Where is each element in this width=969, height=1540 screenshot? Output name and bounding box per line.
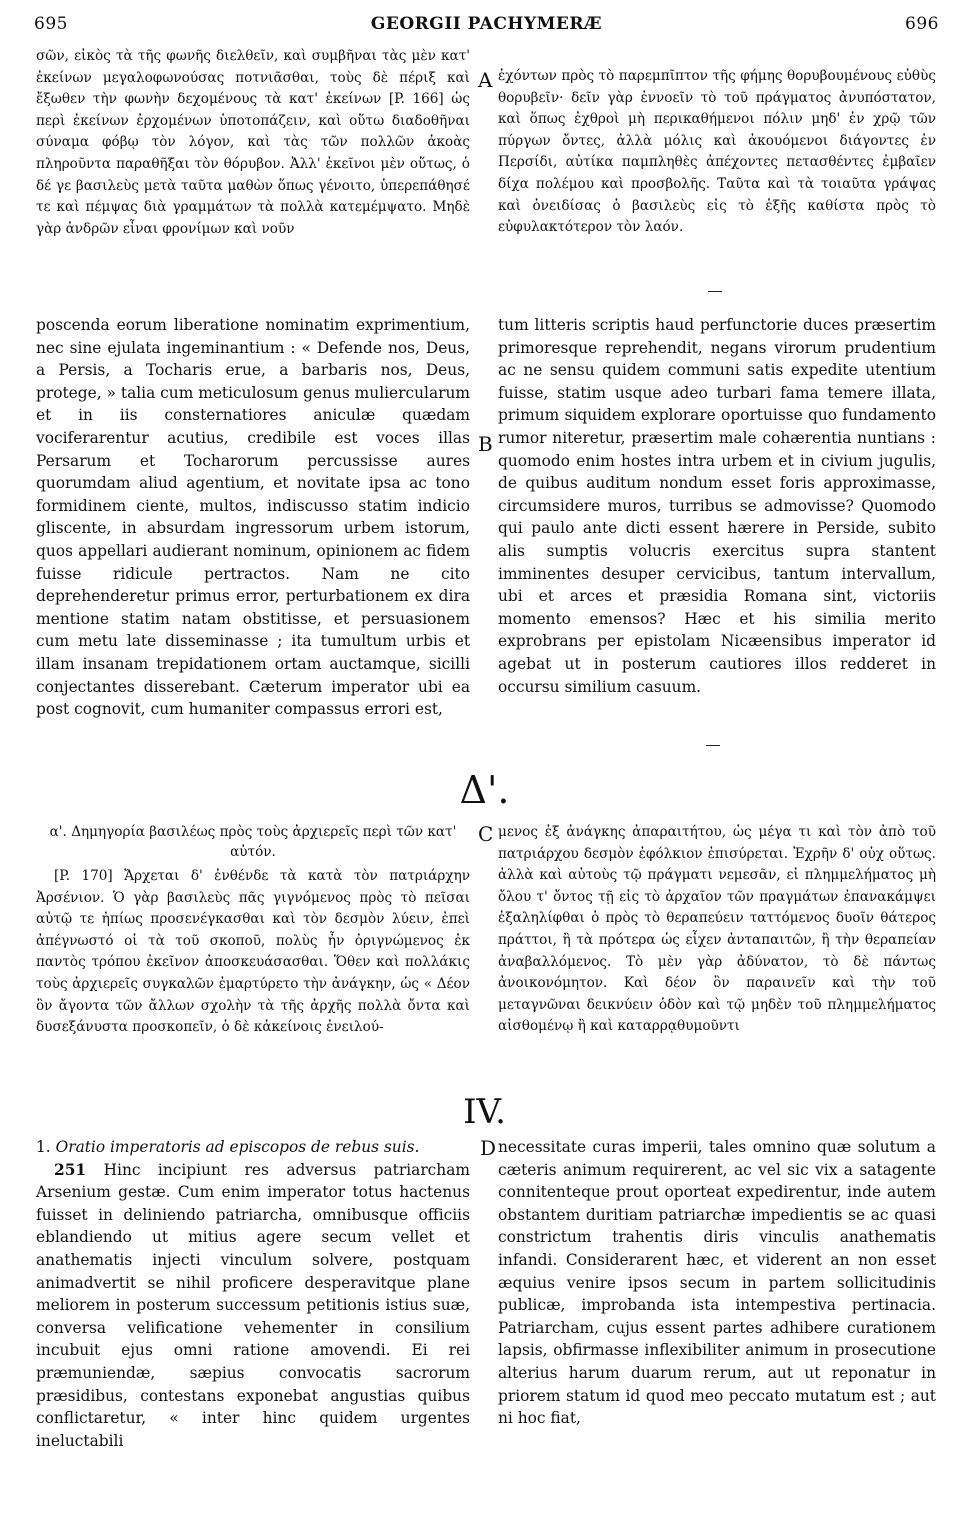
greek-column-right-1 <box>498 66 936 286</box>
margin-marker-a: A <box>478 68 493 92</box>
page-number-left: 695 <box>34 14 68 34</box>
latin-paragraph: necessitate curas imperii, tales omnino quæ solutum a cæteris animum requirerent, ac vel sic vix a satagente connitenteque prout oporteat expedirentur, inde autem obstantem duritiam patriarchæ impedientis se ac quasi constrictum trahentis diris vinculis anathematis infandi. Considerarent hæc, et viderent an non esset æquius venire ipsos secum in partem sollicitudinis publicæ, improbanda ista intempestiva pertinacia. Patriarcham, cujus essent partes adhibere curationem lapsis, obfirmasse inflexibiliter animum in prosecutione alterius harum duarum rerum, aut ut reponatur in priorem statum id quod meo peccato mutatum est ; aut ni hoc fiat, <box>498 1138 936 1428</box>
latin-paragraph: poscenda eorum liberatione nominatim exprimentium, nec sine ejulata ingeminantium : « Defende nos, Deus, a Persis, a Tocharis erue, a barbaris nos, Deus, protege, » talia cum meticulosum genus muliercularum et in iis consternatiores aniculæ quædam vociferarentur acutius, credibile est voces illas Persarum et Tocharorum percussisse aures quorumdam aliud agentium, et novitate ipsa ac tono formidinem ciente, multos, indiscusso statim indicio gliscente, in absurdam ingressorum urbem istorum, quos appellari audierant nominum, opinionem ac fidem fuisse ridicule pertractos. Nam ne cito deprehenderetur primus error, perturbationem ex dira mentione statim natam obstitisse, et persuasionem cum metu late disseminasse ; ita tumultum urbis et illam insanam trepidationem ortam auctamque, sicilli conjectantes disserebant. Cæterum imperator ubi ea post cognovit, cum humaniter compassus errori est, <box>36 316 470 719</box>
running-header <box>34 14 939 44</box>
separator-dash <box>708 291 722 292</box>
separator-dash <box>706 745 720 746</box>
margin-marker-d: D <box>480 1136 497 1160</box>
greek-paragraph: μενος ἐξ ἀνάγκης ἀπαραιτήτου, ὡς μέγα τι καὶ τὸν ἀπὸ τοῦ πατριάρχου δεσμὸν ἐφόλκιον ἐπισύρεται. Ἐχρῆν δ' οὐχ οὕτως. ἀλλὰ καὶ αὐτοὺς τῷ πράγματι νεμεσᾶν, εἰ πλημμελήματος μὴ ὄλου τ' ὄντος τῇ εἰς τὸ ἀρχαῖον τῶν πραγμάτων ἐπανακάμψει ἐξαληλίφθαι ὁ πρὸς τὸ θεραπεύειν ταττόμενος δυοῖν θάτερος πράττοι, ἢ τὰ πρότερα ὡς εἶχεν ἀνταπαιτῶν, ἢ τὴν θεραπείαν ἀναβαλλόμενος. Τὸ μὲν γὰρ ἀδύνατον, τὸ δὲ πάντως ἀνοικονόμητον. Καὶ δέον ὂν παραινεῖν καὶ τὴν τοῦ μεταγνῶναι δεικνύειν ὁδὸν καὶ τῷ μηδὲν τοῦ πλημμελήματος αἰσθομένῳ ἢ καὶ καταρρᾳθυμοῦντι <box>498 824 936 1035</box>
summary-number: 1. <box>36 1138 51 1156</box>
summary-text: Δημηγορία βασιλέως πρὸς τοὺς ἀρχιερεῖς περὶ τῶν κατ' αὐτόν. <box>71 824 457 860</box>
margin-marker-c: C <box>478 822 494 846</box>
greek-paragraph: [P. 170] Ἄρχεται δ' ἐνθένδε τὰ κατὰ τὸν πατριάρχην Ἀρσένιον. Ὁ γὰρ βασιλεὺς πᾶς γιγνόμενος πρὸς τὸ πεῖσαι αὐτῷ τε ἠπίως προσενέγκασθαι καὶ τὸν δεσμὸν λύειν, ἐπεὶ ἀπέγνωστό οἱ τὰ τοῦ σκοποῦ, πολὺς ἦν ὀριγνώμενος ἐκ παντὸς τρόπου ἐκεῖνον ἀποσκευάσασθαι. Ὅθεν καὶ πολλάκις τοὺς ἀρχιερεῖς συγκαλῶν ἐμαρτύρετο τὴν ἀνάγκην, ὡς « Δέον ὂν ἄγοντα τῶν ἄλλων σχολὴν τὰ τῆς ἀρχῆς πολλὰ ὄντα καὶ δυσεξάνυστα προσκοπεῖν, ὁ δὲ κἀκείνοις ἐνειλού- <box>36 868 470 1036</box>
latin-column-left-2 <box>36 1136 470 1450</box>
marginal-page-number: 251 <box>54 1160 87 1179</box>
greek-column-left-2 <box>36 822 470 1082</box>
section-number-latin: IV. <box>463 1092 506 1132</box>
latin-paragraph: tum litteris scriptis haud perfunctorie duces præsertim primoresque reprehendit, negans virorum prudentium ac ne sensu quidem communi satis expedite utentium fuisse, statim usque adeo turbari fama temere illata, primum siquidem explorare oportuisse quo fundamento rumor niteretur, præsertim male cohærentia nuntians : quomodo enim hostes intra urbem et in civium jugulis, de quibus auditum nondum esset foris approximasse, circumsidere muros, turribus se admovisse? Quomodo qui paulo ante dicti essent hærere in Perside, subito alis sumptis volucris exercitus supra stantent imminentes desuper cervicibus, tantum intervallum, ubi et arces et præsidia Romana sint, victoriis momento emensos? Hæc et his similia merito exprobrans per epistolam Nicæensibus imperator id agebat ut in posterum cautiores illos redderet in occursu similium casuum. <box>498 316 936 696</box>
latin-column-right-2 <box>498 1136 936 1436</box>
section-number-greek: Δ'. <box>459 768 510 812</box>
summary-text: Oratio imperatoris ad episcopos de rebus suis. <box>55 1138 420 1156</box>
latin-column-left-1 <box>36 314 470 754</box>
page-number-right: 696 <box>905 14 939 34</box>
running-title: GEORGII PACHYMERÆ <box>370 14 603 34</box>
greek-paragraph: ἐχόντων πρὸς τὸ παρεμπῖπτον τῆς φήμης θορυβουμένους εὐθὺς θορυβεῖν· δεῖν γὰρ ἐννοεῖν τὸ τοῦ πράγματος ἀνυπόστατον, καὶ ὅπως ἐχθροὶ μὴ περικαθήμενοι πόλιν μηδ' ἐν χρῷ τῶν πύργων ὄντες, ἀλλὰ μόλις καὶ ἀκουόμενοι διάγοντες ἐν Περσίδι, αὐτίκα παμπληθὲς ἀπέχοντες πετασθέντες ἐμβαῖεν δίχα πολέμου καὶ προσβολῆς. Ταῦτα καὶ τὰ τοιαῦτα γράψας καὶ ὀνειδίσας ὁ βασιλεὺς εἰς τὸ ἑξῆς καθίστα πρὸς τὸ εὐφυλακτότερον τὸν λαόν. <box>498 68 936 236</box>
margin-marker-b: B <box>478 432 493 456</box>
latin-column-right-1 <box>498 314 936 734</box>
greek-paragraph: σῶν, εἰκὸς τὰ τῆς φωνῆς διελθεῖν, καὶ συμβῆναι τὰς μὲν κατ' ἐκείνων μεγαλοφωνούσας ποτνιᾶσθαι, τοὺς δὲ πέριξ καὶ ἔξωθεν τὴν φωνὴν δεχομένους τὰ κατ' ἐκείνων [P. 166] ὡς περὶ ἐκείνων ἐρχομένων ὑποτοπάζειν, καὶ οὕτω διαδοθῆναι σύναμα φόβῳ τὸν λόγον, καὶ τὰς τῶν πολλῶν ἀκοὰς πληροῦντα παραθῆξαι τὸν θόρυβον. Ἀλλ' ἐκεῖνοι μὲν οὕτως, ὁ δέ γε βασιλεὺς μετὰ ταῦτα μαθὼν ὅπως γένοιτο, ὑπερεπάθησέ τε καὶ πέμψας διὰ γραμμάτων τὰ πολλὰ κατεμέμψατο. Μηδὲ γὰρ ἀνδρῶν εἶναι φρονίμων καὶ νοῦν <box>36 48 470 237</box>
greek-column-right-2 <box>498 822 936 1082</box>
latin-paragraph: Hinc incipiunt res adversus patriarcham Arsenium gestæ. Cum enim imperator totus hactenus fuisset in deliniendo patriarcha, omnibusque officiis eblandiendo ut mitius agere secum vellet et anathematis injecti vinculum solvere, postquam animadvertit se nihil proficere desperavitque plane meliorem in posterum successum petitionis istius suæ, conversa velificatione vehementer in consilium incubuit ejus omni ratione amovendi. Ei rei præmuniendæ, sæpius convocatis sacrorum præsidibus, contestans exponebat angustias quibus conflictaretur, « inter hinc quidem urgentes ineluctabili <box>36 1160 470 1450</box>
section-summary-greek <box>36 822 470 862</box>
section-summary-latin <box>36 1136 470 1159</box>
greek-column-left-1 <box>36 46 470 296</box>
summary-number: α'. <box>49 824 67 840</box>
